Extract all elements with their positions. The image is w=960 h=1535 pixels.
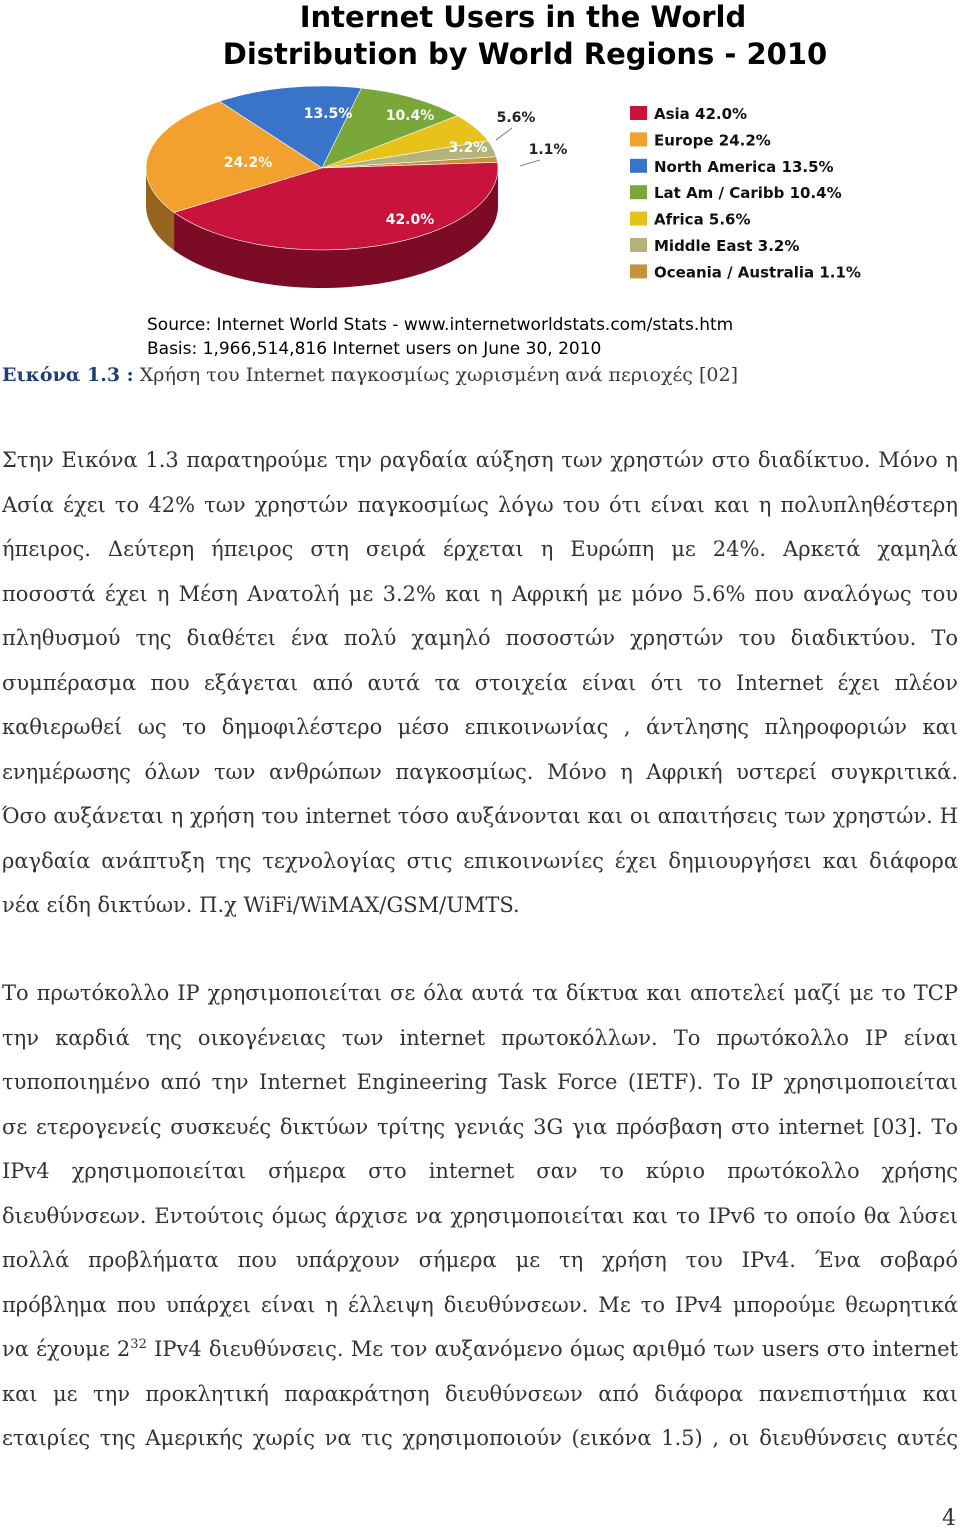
legend-swatch	[630, 212, 647, 226]
pie-slice-label: 1.1%	[528, 142, 568, 158]
paragraph-line: Στην Εικόνα 1.3 παρατηρούμε την ραγδαία αύξηση των χρηστών στο διαδίκτυο. Μόνο η	[2, 448, 958, 472]
chart-basis-line: Basis: 1,966,514,816 Internet users on June 30, 2010	[147, 339, 602, 359]
paragraph-line: τυποποιημένο από την Internet Engineering Task Force (IETF). Το IP χρησιμοποιείται	[2, 1070, 958, 1094]
legend-swatch	[630, 264, 647, 278]
paragraph-line: και με την προκλητική παρακράτηση διευθύνσεων από διάφορα πανεπιστήμια και	[2, 1381, 958, 1406]
pie-slice-label: 10.4%	[385, 108, 435, 124]
pie-chart	[0, 0, 960, 362]
paragraph-line: σε ετερογενείς συσκευές δικτύων τρίτης γενιάς 3G για πρόσβαση στο internet [03]. Το	[2, 1114, 958, 1139]
figure-caption	[2, 364, 738, 386]
leader-line	[520, 160, 540, 166]
chart-title-line1: Internet Users in the World	[299, 0, 747, 34]
paragraph-line: νέα είδη δικτύων. Π.χ WiFi/WiMAX/GSM/UMTS.	[2, 893, 520, 917]
pie-slice-label: 3.2%	[448, 140, 488, 156]
legend-label: Europe 24.2%	[654, 131, 771, 150]
paragraph-line: IPv4 χρησιμοποιείται σήμερα στο internet σαν το κύριο πρωτόκολλο χρήσης	[2, 1159, 958, 1183]
sup-line-before: να έχουμε 2	[2, 1337, 131, 1361]
paragraph-line: την καρδιά της οικογένειας των internet πρωτοκόλλων. Το πρωτόκολλο IP είναι	[2, 1025, 958, 1050]
legend-label: Oceania / Australia 1.1%	[654, 263, 861, 282]
paragraph-line: ραγδαία ανάπτυξη της τεχνολογίας στις επικοινωνίες έχει δημιουργήσει και διάφορα	[2, 848, 958, 873]
legend-label: Middle East 3.2%	[654, 237, 800, 255]
pie-slice-label: 24.2%	[223, 155, 273, 171]
caption-label: Εικόνα 1.3 :	[2, 364, 134, 386]
legend-swatch	[630, 238, 647, 252]
pie-chart-figure	[0, 0, 960, 362]
chart-source-line: Source: Internet World Stats - www.internetworldstats.com/stats.htm	[147, 315, 734, 335]
paragraph-line: ενημέρωσης όλων των ανθρώπων παγκοσμίως. Μόνο η Αφρική υστερεί συγκριτικά.	[2, 759, 958, 784]
legend-label: Africa 5.6%	[654, 210, 751, 229]
paragraph-line: συμπέρασμα που εξάγεται από αυτά τα στοιχεία είναι ότι το Internet έχει πλέον	[2, 670, 958, 695]
legend-label: Lat Am / Caribb 10.4%	[654, 184, 842, 203]
legend-swatch	[630, 106, 647, 120]
legend-swatch	[630, 185, 647, 199]
paragraph-line: πληθυσμού της διαθέτει ένα πολύ χαμηλό ποσοστών χρηστών του διαδικτύου. Το	[2, 626, 958, 650]
paragraph-line: Το πρωτόκολλο IP χρησιμοποιείται σε όλα αυτά τα δίκτυα και αποτελεί μαζί με το TCP	[2, 981, 958, 1005]
legend-swatch	[630, 132, 647, 146]
paragraph-2	[2, 971, 958, 1461]
paragraph-line: εταιρίες της Αμερικής χωρίς να τις χρησιμοποιούν (εικόνα 1.5) , οι διευθύνσεις αυτές	[2, 1426, 958, 1450]
paragraph-line: Ασία έχει το 42% των χρηστών παγκοσμίως λόγω του ότι είναι και η πολυπληθέστερη	[2, 492, 958, 517]
chart-title-line2: Distribution by World Regions - 2010	[222, 37, 828, 71]
exponent: 32	[130, 1337, 147, 1352]
paragraph-1	[2, 438, 958, 928]
pie-slice-label: 42.0%	[385, 212, 435, 228]
paragraph-line: ποσοστά έχει η Μέση Ανατολή με 3.2% και η Αφρική με μόνο 5.6% που αναλόγως του	[2, 581, 958, 606]
legend-label: Asia 42.0%	[654, 105, 748, 123]
paragraph-line: πρόβλημα που υπάρχει είναι η έλλειψη διευθύνσεων. Με το IPv4 μπορούμε θεωρητικά	[2, 1292, 958, 1317]
paragraph-line: ήπειρος. Δεύτερη ήπειρος στη σειρά έρχεται η Ευρώπη με 24%. Αρκετά χαμηλά	[2, 537, 958, 561]
caption-text: Χρήση του Internet παγκοσμίως χωρισμένη ανά περιοχές [02]	[133, 364, 738, 386]
sup-line-after: IPv4 διευθύνσεις. Με τον αυξανόμενο όμως αριθμό των users στο internet	[146, 1337, 958, 1361]
paragraph-line-superscript	[2, 1327, 958, 1372]
paragraph-line: πολλά προβλήματα που υπάρχουν σήμερα με τη χρήση του IPv4. Ένα σοβαρό	[2, 1248, 958, 1272]
legend-label: North America 13.5%	[654, 157, 834, 176]
page-number: 4	[942, 1506, 956, 1531]
leader-line	[496, 128, 512, 140]
paragraph-line: Όσο αυξάνεται η χρήση του internet τόσο αυξάνονται και οι απαιτήσεις των χρηστών. Η	[2, 804, 958, 828]
chart-legend	[630, 105, 861, 281]
paragraph-line: διευθύνσεων. Εντούτοις όμως άρχισε να χρησιμοποιείται και το IPv6 το οποίο θα λύσει	[2, 1203, 958, 1228]
legend-swatch	[630, 159, 647, 173]
pie-slice-label: 13.5%	[303, 106, 353, 122]
pie-slice-label: 5.6%	[496, 110, 536, 126]
paragraph-line: καθιερωθεί ως το δημοφιλέστερο μέσο επικοινωνίας , άντλησης πληροφοριών και	[2, 715, 958, 739]
